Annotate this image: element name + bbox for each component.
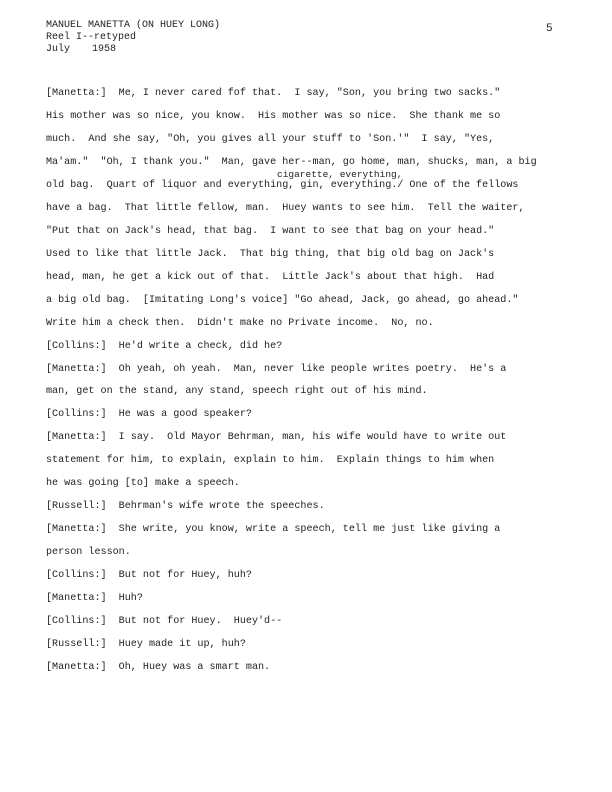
header-reel: Reel I--retyped (46, 32, 137, 43)
transcript-line: much. And she say, "Oh, you gives all your stuff to 'Son.'" I say, "Yes, (46, 134, 495, 145)
page-number: 5 (546, 23, 553, 35)
interlinear-insertion: cigarette, everything, (277, 169, 403, 180)
document-header (46, 20, 220, 56)
transcript-line: head, man, he get a kick out of that. Little Jack's about that high. Had (46, 272, 495, 283)
transcript-line: [Manetta:] Huh? (46, 593, 143, 604)
transcript-line: His mother was so nice, you know. His mother was so nice. She thank me so (46, 111, 501, 122)
transcript-line: [Manetta:] Me, I never cared fof that. I say, "Son, you bring two sacks." (46, 88, 501, 99)
transcript-line: man, get on the stand, any stand, speech right out of his mind. (46, 386, 428, 397)
header-date (46, 44, 220, 56)
transcript-line: [Collins:] He'd write a check, did he? (46, 341, 283, 352)
transcript-line: statement for him, to explain, explain to him. Explain things to him when (46, 455, 495, 466)
transcript-line: [Russell:] Huey made it up, huh? (46, 639, 246, 650)
transcript-line: [Collins:] He was a good speaker? (46, 409, 252, 420)
transcript-line: "Put that on Jack's head, that bag. I want to see that bag on your head." (46, 226, 495, 237)
transcript-line: old bag. Quart of liquor and everything, gin, everything./ One of the fellows (46, 180, 519, 191)
transcript-line: [Collins:] But not for Huey. Huey'd-- (46, 616, 283, 627)
header-title: MANUEL MANETTA (ON HUEY LONG) (46, 20, 221, 31)
transcript-line: person lesson. (46, 547, 131, 558)
transcript-line: have a bag. That little fellow, man. Huey wants to see him. Tell the waiter, (46, 203, 525, 214)
transcript-line: [Manetta:] She write, you know, write a speech, tell me just like giving a (46, 524, 501, 535)
header-month: July (46, 44, 71, 55)
transcript-line: [Manetta:] Oh yeah, oh yeah. Man, never like people writes poetry. He's a (46, 364, 507, 375)
transcript-line: Ma'am." "Oh, I thank you." Man, gave her--man, go home, man, shucks, man, a big (46, 157, 537, 168)
transcript-line: Used to like that little Jack. That big thing, that big old bag on Jack's (46, 249, 495, 260)
transcript-line: Write him a check then. Didn't make no Private income. No, no. (46, 318, 434, 329)
header-year: 1958 (92, 44, 117, 55)
transcript-line: he was going [to] make a speech. (46, 478, 240, 489)
transcript-line: a big old bag. [Imitating Long's voice] "Go ahead, Jack, go ahead, go ahead." (46, 295, 519, 306)
transcript-line: [Manetta:] Oh, Huey was a smart man. (46, 662, 271, 673)
transcript-line: [Collins:] But not for Huey, huh? (46, 570, 252, 581)
transcript-line: [Manetta:] I say. Old Mayor Behrman, man, his wife would have to write out (46, 432, 507, 443)
transcript-line: [Russell:] Behrman's wife wrote the speeches. (46, 501, 325, 512)
